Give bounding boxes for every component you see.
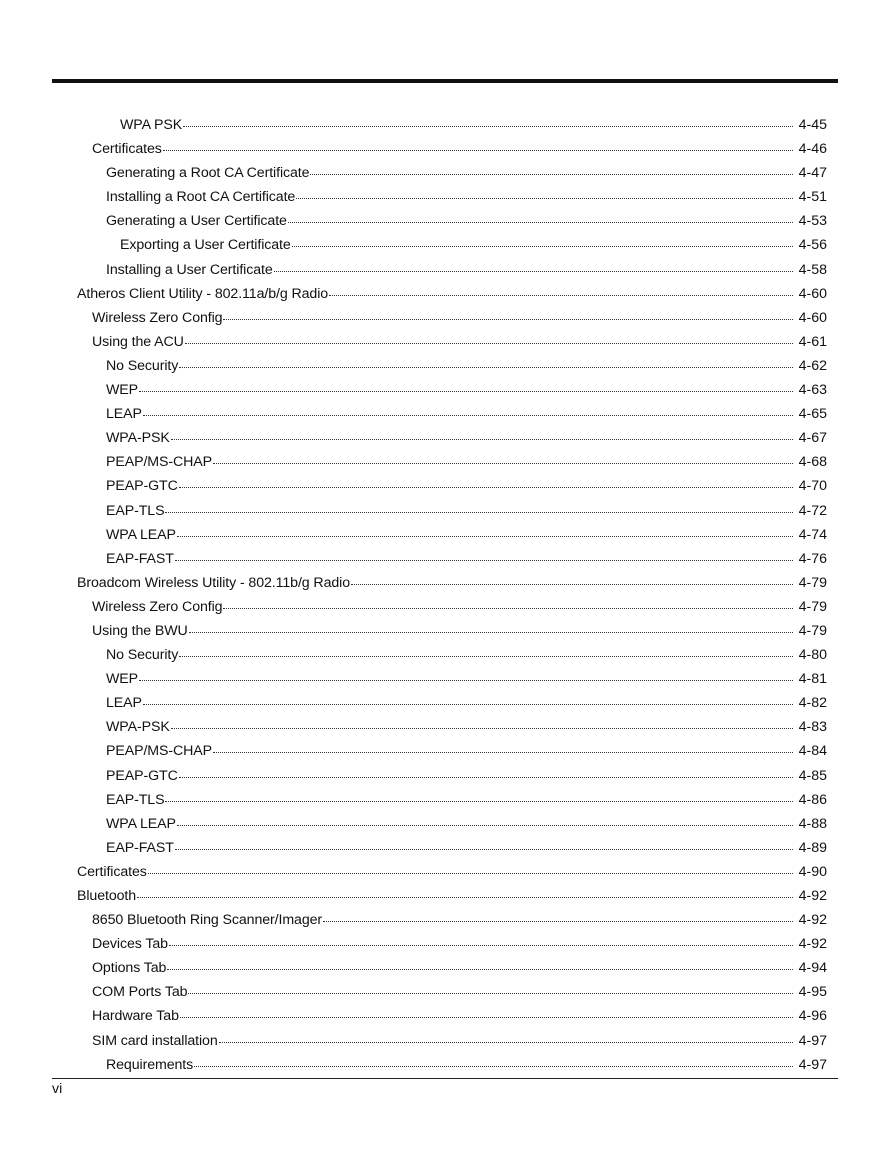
toc-entry[interactable] bbox=[0, 1029, 892, 1053]
toc-entry[interactable] bbox=[0, 908, 892, 932]
toc-entry-page-number: 4-94 bbox=[798, 960, 827, 977]
toc-entry[interactable] bbox=[0, 258, 892, 282]
toc-entry-page-number: 4-96 bbox=[798, 1008, 827, 1025]
toc-entry-row bbox=[77, 282, 827, 306]
toc-entry[interactable] bbox=[0, 113, 892, 137]
dot-leader bbox=[167, 969, 793, 970]
dot-leader bbox=[310, 174, 793, 175]
toc-entry-title: EAP-FAST bbox=[106, 839, 174, 856]
dot-leader bbox=[179, 487, 793, 488]
toc-entry[interactable] bbox=[0, 1053, 892, 1077]
toc-entry-title: PEAP/MS-CHAP bbox=[106, 454, 213, 471]
dot-leader bbox=[219, 1042, 793, 1043]
toc-entry-page-number: 4-84 bbox=[798, 743, 827, 760]
toc-entry-page-number: 4-82 bbox=[798, 695, 827, 712]
dot-leader bbox=[177, 825, 793, 826]
toc-entry[interactable] bbox=[0, 739, 892, 763]
toc-entry-page-number: 4-89 bbox=[798, 839, 827, 856]
dot-leader bbox=[292, 246, 793, 247]
toc-entry-title: EAP-FAST bbox=[106, 550, 174, 567]
dot-leader bbox=[177, 536, 793, 537]
toc-entry-page-number: 4-86 bbox=[798, 791, 827, 808]
dot-leader bbox=[351, 584, 793, 585]
toc-entry-title: Using the ACU bbox=[92, 333, 184, 350]
dot-leader bbox=[180, 1017, 793, 1018]
toc-entry[interactable] bbox=[0, 932, 892, 956]
toc-entry[interactable] bbox=[0, 282, 892, 306]
footer-rule bbox=[52, 1078, 838, 1079]
dot-leader bbox=[163, 150, 793, 151]
toc-entry-row bbox=[106, 523, 827, 547]
toc-entry[interactable] bbox=[0, 378, 892, 402]
dot-leader bbox=[223, 608, 793, 609]
dot-leader bbox=[139, 680, 793, 681]
toc-entry-page-number: 4-67 bbox=[798, 430, 827, 447]
toc-entry-title: 8650 Bluetooth Ring Scanner/Imager bbox=[92, 912, 323, 929]
toc-entry-page-number: 4-51 bbox=[798, 189, 827, 206]
toc-entry[interactable] bbox=[0, 161, 892, 185]
toc-entry-page-number: 4-46 bbox=[798, 141, 827, 158]
toc-entry-page-number: 4-97 bbox=[798, 1032, 827, 1049]
toc-entry-title: Installing a Root CA Certificate bbox=[106, 189, 296, 206]
toc-entry-page-number: 4-92 bbox=[798, 936, 827, 953]
toc-entry[interactable] bbox=[0, 643, 892, 667]
toc-entry-title: WPA LEAP bbox=[106, 815, 176, 832]
toc-entry[interactable] bbox=[0, 209, 892, 233]
dot-leader bbox=[223, 319, 793, 320]
dot-leader bbox=[171, 728, 793, 729]
toc-entry[interactable] bbox=[0, 426, 892, 450]
toc-entry-page-number: 4-79 bbox=[798, 598, 827, 615]
toc-entry-row bbox=[106, 691, 827, 715]
toc-entry[interactable] bbox=[0, 691, 892, 715]
dot-leader bbox=[183, 126, 793, 127]
toc-entry-title: LEAP bbox=[106, 695, 142, 712]
dot-leader bbox=[179, 777, 793, 778]
toc-entry[interactable] bbox=[0, 137, 892, 161]
toc-entry-page-number: 4-62 bbox=[798, 357, 827, 374]
toc-entry-row bbox=[106, 354, 827, 378]
toc-entry-title: WPA LEAP bbox=[106, 526, 176, 543]
toc-entry-row bbox=[106, 1053, 827, 1077]
dot-leader bbox=[148, 873, 793, 874]
toc-entry-page-number: 4-72 bbox=[798, 502, 827, 519]
toc-entry[interactable] bbox=[0, 956, 892, 980]
toc-entry-page-number: 4-53 bbox=[798, 213, 827, 230]
dot-leader bbox=[274, 271, 793, 272]
toc-entry-row bbox=[92, 595, 827, 619]
dot-leader bbox=[137, 897, 793, 898]
dot-leader bbox=[179, 367, 793, 368]
toc-entry-title: Requirements bbox=[106, 1056, 194, 1073]
toc-entry-row bbox=[92, 330, 827, 354]
toc-entry-title: Broadcom Wireless Utility - 802.11b/g Radio bbox=[77, 574, 350, 591]
toc-entry-page-number: 4-76 bbox=[798, 550, 827, 567]
toc-entry-page-number: 4-83 bbox=[798, 719, 827, 736]
toc-entry-title: Options Tab bbox=[92, 960, 167, 977]
toc-entry-row bbox=[106, 426, 827, 450]
dot-leader bbox=[175, 849, 793, 850]
toc-entry-row bbox=[77, 860, 827, 884]
toc-entry[interactable] bbox=[0, 764, 892, 788]
toc-entry[interactable] bbox=[0, 1004, 892, 1028]
toc-entry-page-number: 4-45 bbox=[798, 117, 827, 133]
toc-entry-page-number: 4-56 bbox=[798, 237, 827, 254]
toc-entry-page-number: 4-61 bbox=[798, 333, 827, 350]
toc-entry[interactable] bbox=[0, 450, 892, 474]
toc-entry-page-number: 4-60 bbox=[798, 309, 827, 326]
toc-entry-row bbox=[106, 764, 827, 788]
dot-leader bbox=[194, 1066, 793, 1067]
toc-entry[interactable] bbox=[0, 523, 892, 547]
toc-entry-title: WEP bbox=[106, 671, 139, 688]
toc-entry[interactable] bbox=[0, 499, 892, 523]
toc-entry[interactable] bbox=[0, 306, 892, 330]
dot-leader bbox=[165, 801, 793, 802]
toc-entry-row bbox=[92, 1004, 827, 1028]
dot-leader bbox=[296, 198, 793, 199]
page-folio: vi bbox=[52, 1081, 63, 1097]
toc-entry-row bbox=[106, 739, 827, 763]
table-of-contents bbox=[0, 113, 892, 1077]
toc-entry[interactable] bbox=[0, 547, 892, 571]
toc-entry-row bbox=[92, 306, 827, 330]
toc-entry-title: Generating a User Certificate bbox=[106, 213, 287, 230]
toc-entry[interactable] bbox=[0, 884, 892, 908]
toc-entry[interactable] bbox=[0, 860, 892, 884]
dot-leader bbox=[323, 921, 793, 922]
toc-entry-title: Generating a Root CA Certificate bbox=[106, 165, 310, 182]
toc-entry[interactable] bbox=[0, 233, 892, 257]
header-rule bbox=[52, 79, 838, 83]
toc-entry-row bbox=[106, 667, 827, 691]
toc-entry-row bbox=[77, 571, 827, 595]
dot-leader bbox=[169, 945, 793, 946]
toc-entry-page-number: 4-74 bbox=[798, 526, 827, 543]
dot-leader bbox=[139, 391, 793, 392]
dot-leader bbox=[188, 993, 793, 994]
toc-entry-row bbox=[92, 980, 827, 1004]
toc-entry-title: WPA PSK bbox=[120, 117, 183, 133]
toc-entry[interactable] bbox=[0, 715, 892, 739]
dot-leader bbox=[189, 632, 793, 633]
toc-entry-row bbox=[106, 715, 827, 739]
toc-entry-title: Wireless Zero Config bbox=[92, 598, 223, 615]
toc-entry-row bbox=[77, 884, 827, 908]
toc-entry-row bbox=[106, 836, 827, 860]
toc-entry-title: No Security bbox=[106, 357, 179, 374]
toc-entry-row bbox=[106, 161, 827, 185]
toc-entry-page-number: 4-95 bbox=[798, 984, 827, 1001]
toc-entry-title: PEAP-GTC bbox=[106, 478, 178, 495]
toc-entry-row bbox=[92, 956, 827, 980]
toc-entry-row bbox=[106, 547, 827, 571]
dot-leader bbox=[288, 222, 793, 223]
toc-entry-row bbox=[120, 113, 827, 137]
toc-entry-row bbox=[92, 908, 827, 932]
toc-entry-row bbox=[120, 233, 827, 257]
toc-entry[interactable] bbox=[0, 812, 892, 836]
toc-entry[interactable] bbox=[0, 185, 892, 209]
toc-entry-page-number: 4-68 bbox=[798, 454, 827, 471]
toc-entry-page-number: 4-65 bbox=[798, 406, 827, 423]
toc-entry-page-number: 4-63 bbox=[798, 382, 827, 399]
toc-entry-title: Exporting a User Certificate bbox=[120, 237, 291, 254]
toc-entry[interactable] bbox=[0, 667, 892, 691]
toc-entry[interactable] bbox=[0, 571, 892, 595]
dot-leader bbox=[175, 560, 793, 561]
toc-entry-title: WPA-PSK bbox=[106, 719, 170, 736]
dot-leader bbox=[329, 295, 793, 296]
toc-entry-row bbox=[106, 812, 827, 836]
toc-entry-row bbox=[106, 499, 827, 523]
toc-entry-row bbox=[92, 932, 827, 956]
toc-entry-page-number: 4-70 bbox=[798, 478, 827, 495]
dot-leader bbox=[213, 463, 793, 464]
toc-entry[interactable] bbox=[0, 330, 892, 354]
toc-entry[interactable] bbox=[0, 402, 892, 426]
dot-leader bbox=[179, 656, 793, 657]
toc-entry[interactable] bbox=[0, 836, 892, 860]
dot-leader bbox=[143, 415, 793, 416]
toc-entry-page-number: 4-79 bbox=[798, 574, 827, 591]
toc-entry[interactable] bbox=[0, 354, 892, 378]
toc-entry-title: Using the BWU bbox=[92, 622, 188, 639]
toc-entry-page-number: 4-58 bbox=[798, 261, 827, 278]
dot-leader bbox=[171, 439, 793, 440]
toc-entry-row bbox=[92, 1029, 827, 1053]
toc-entry-title: Certificates bbox=[77, 863, 147, 880]
dot-leader bbox=[213, 752, 793, 753]
toc-entry[interactable] bbox=[0, 595, 892, 619]
toc-entry-page-number: 4-85 bbox=[798, 767, 827, 784]
toc-entry-row bbox=[106, 788, 827, 812]
toc-entry-row bbox=[106, 258, 827, 282]
toc-entry-row bbox=[106, 643, 827, 667]
toc-entry-title: LEAP bbox=[106, 406, 142, 423]
toc-entry-title: Wireless Zero Config bbox=[92, 309, 223, 326]
toc-entry-title: No Security bbox=[106, 647, 179, 664]
toc-entry[interactable] bbox=[0, 474, 892, 498]
toc-entry-page-number: 4-47 bbox=[798, 165, 827, 182]
toc-entry-page-number: 4-90 bbox=[798, 863, 827, 880]
toc-entry-title: PEAP-GTC bbox=[106, 767, 178, 784]
toc-entry-row bbox=[92, 137, 827, 161]
toc-entry-row bbox=[106, 450, 827, 474]
toc-entry-title: Installing a User Certificate bbox=[106, 261, 273, 278]
toc-entry-row bbox=[106, 402, 827, 426]
toc-entry-row bbox=[92, 619, 827, 643]
toc-entry-row bbox=[106, 474, 827, 498]
toc-entry-title: EAP-TLS bbox=[106, 791, 165, 808]
toc-entry-title: Devices Tab bbox=[92, 936, 168, 953]
toc-entry-page-number: 4-92 bbox=[798, 888, 827, 904]
toc-entry-row bbox=[106, 378, 827, 402]
toc-entry[interactable] bbox=[0, 980, 892, 1004]
toc-entry-page-number: 4-81 bbox=[798, 671, 827, 688]
toc-entry-row bbox=[106, 209, 827, 233]
toc-entry-title: Hardware Tab bbox=[92, 1008, 179, 1025]
toc-entry-page-number: 4-79 bbox=[798, 622, 827, 639]
toc-entry-page-number: 4-60 bbox=[798, 285, 827, 302]
dot-leader bbox=[165, 512, 793, 513]
toc-entry[interactable] bbox=[0, 619, 892, 643]
toc-entry-page-number: 4-88 bbox=[798, 815, 827, 832]
toc-entry[interactable] bbox=[0, 788, 892, 812]
toc-entry-page-number: 4-80 bbox=[798, 647, 827, 664]
toc-entry-title: COM Ports Tab bbox=[92, 984, 188, 1001]
toc-entry-row bbox=[106, 185, 827, 209]
dot-leader bbox=[185, 343, 793, 344]
toc-entry-title: SIM card installation bbox=[92, 1032, 218, 1049]
toc-entry-title: Certificates bbox=[92, 141, 162, 158]
toc-entry-title: Bluetooth bbox=[77, 888, 137, 904]
toc-entry-title: WEP bbox=[106, 382, 139, 399]
toc-entry-title: Atheros Client Utility - 802.11a/b/g Radio bbox=[77, 285, 329, 302]
toc-entry-page-number: 4-92 bbox=[798, 912, 827, 929]
toc-entry-page-number: 4-97 bbox=[798, 1056, 827, 1073]
dot-leader bbox=[143, 704, 793, 705]
toc-entry-title: PEAP/MS-CHAP bbox=[106, 743, 213, 760]
toc-entry-title: WPA-PSK bbox=[106, 430, 170, 447]
toc-entry-title: EAP-TLS bbox=[106, 502, 165, 519]
